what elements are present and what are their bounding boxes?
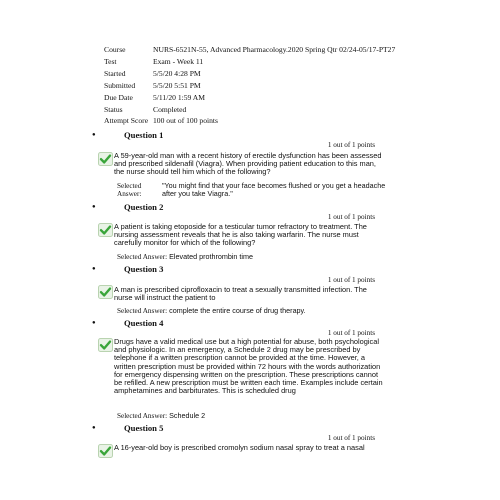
question-points: 1 out of 1 points — [327, 329, 375, 337]
question-title: Question 5 — [124, 423, 164, 433]
selected-answer — [117, 182, 392, 198]
selected-answer-label: Selected Answer: — [117, 253, 168, 261]
selected-answer — [117, 307, 306, 315]
bullet-dot: ● — [92, 320, 96, 326]
question-points: 1 out of 1 points — [327, 213, 375, 221]
summary-label: Due Date — [104, 92, 133, 102]
bullet-dot: ● — [92, 132, 96, 138]
selected-answer — [117, 253, 253, 261]
question-points: 1 out of 1 points — [327, 141, 375, 149]
question-points: 1 out of 1 points — [327, 434, 375, 442]
summary-row-test — [104, 56, 395, 68]
selected-answer-label: Selected Answer: — [117, 307, 168, 315]
summary-row-due-date — [104, 92, 395, 104]
summary-row-attempt-score — [104, 115, 395, 127]
correct-check-icon — [98, 338, 113, 352]
question-title: Question 1 — [124, 130, 164, 140]
summary-row-started — [104, 68, 395, 80]
question-title: Question 3 — [124, 264, 164, 274]
attempt-summary — [104, 44, 395, 127]
summary-value: Completed — [153, 104, 187, 114]
correct-check-icon — [98, 285, 113, 299]
correct-check-icon — [98, 444, 113, 458]
summary-row-course — [104, 44, 395, 56]
question-text: Drugs have a valid medical use but a high potential for abuse, both psychological and physiologic. In an emergency, a Schedule 2 drug may be prescribed by telephone if a written prescription cannot be provided at the time. However, a written prescription must be provided within 72 hours with the words authorization for emergency dispensing written on the prescription. These prescriptions cannot be refilled. A new prescription must be written each time. Examples include certain amphetamines and barbiturates. This is scheduled drug — [114, 337, 383, 396]
summary-value: 5/5/20 5:51 PM — [153, 80, 201, 90]
summary-label: Status — [104, 104, 123, 114]
bullet-dot: ● — [92, 204, 96, 210]
correct-check-icon — [98, 223, 113, 237]
question-text: A patient is taking etoposide for a testicular tumor refractory to treatment. The nursing assessment reveals that he is also taking warfarin. The nurse must carefully monitor for which of the following? — [114, 222, 367, 248]
selected-answer-label: Selected Answer: — [117, 412, 168, 420]
summary-label: Test — [104, 56, 117, 66]
summary-value: 5/11/20 1:59 AM — [153, 92, 206, 102]
question-title: Question 2 — [124, 202, 164, 212]
summary-label: Submitted — [104, 80, 136, 90]
summary-label: Started — [104, 68, 126, 78]
summary-value: 5/5/20 4:28 PM — [153, 68, 201, 78]
summary-label: Attempt Score — [104, 116, 149, 126]
selected-answer-value: Elevated prothrombin time — [169, 252, 254, 261]
summary-row-status — [104, 104, 395, 116]
summary-value: 100 out of 100 points — [153, 116, 218, 126]
question-points: 1 out of 1 points — [327, 276, 375, 284]
selected-answer-value: complete the entire course of drug therapy. — [169, 306, 306, 315]
question-text: A 59-year-old man with a recent history of erectile dysfunction has been assessed and prescribed sildenafil (Viagra). When providing patient education to this man, the nurse should tell him which of the following? — [114, 151, 382, 177]
summary-value: NURS-6521N-55, Advanced Pharmacology.2020 Spring Qtr 02/24-05/17-PT27 — [153, 45, 396, 54]
question-text: A 16-year-old boy is prescribed cromolyn sodium nasal spray to treat a nasal — [114, 443, 365, 452]
question-title: Question 4 — [124, 318, 164, 328]
bullet-dot: ● — [92, 425, 96, 431]
summary-row-submitted — [104, 80, 395, 92]
summary-label: Course — [104, 45, 126, 54]
selected-answer-value: "You might find that your face becomes flushed or you get a headache after you take Viagra." — [162, 181, 386, 199]
correct-check-icon — [98, 152, 113, 166]
question-text: A man is prescribed ciprofloxacin to treat a sexually transmitted infection. The nurse will instruct the patient to — [114, 285, 367, 303]
selected-answer — [117, 412, 205, 420]
selected-answer-value: Schedule 2 — [169, 411, 206, 420]
selected-answer-label: Selected Answer: — [117, 182, 142, 199]
bullet-dot: ● — [92, 266, 96, 272]
summary-value: Exam - Week 11 — [153, 56, 204, 66]
